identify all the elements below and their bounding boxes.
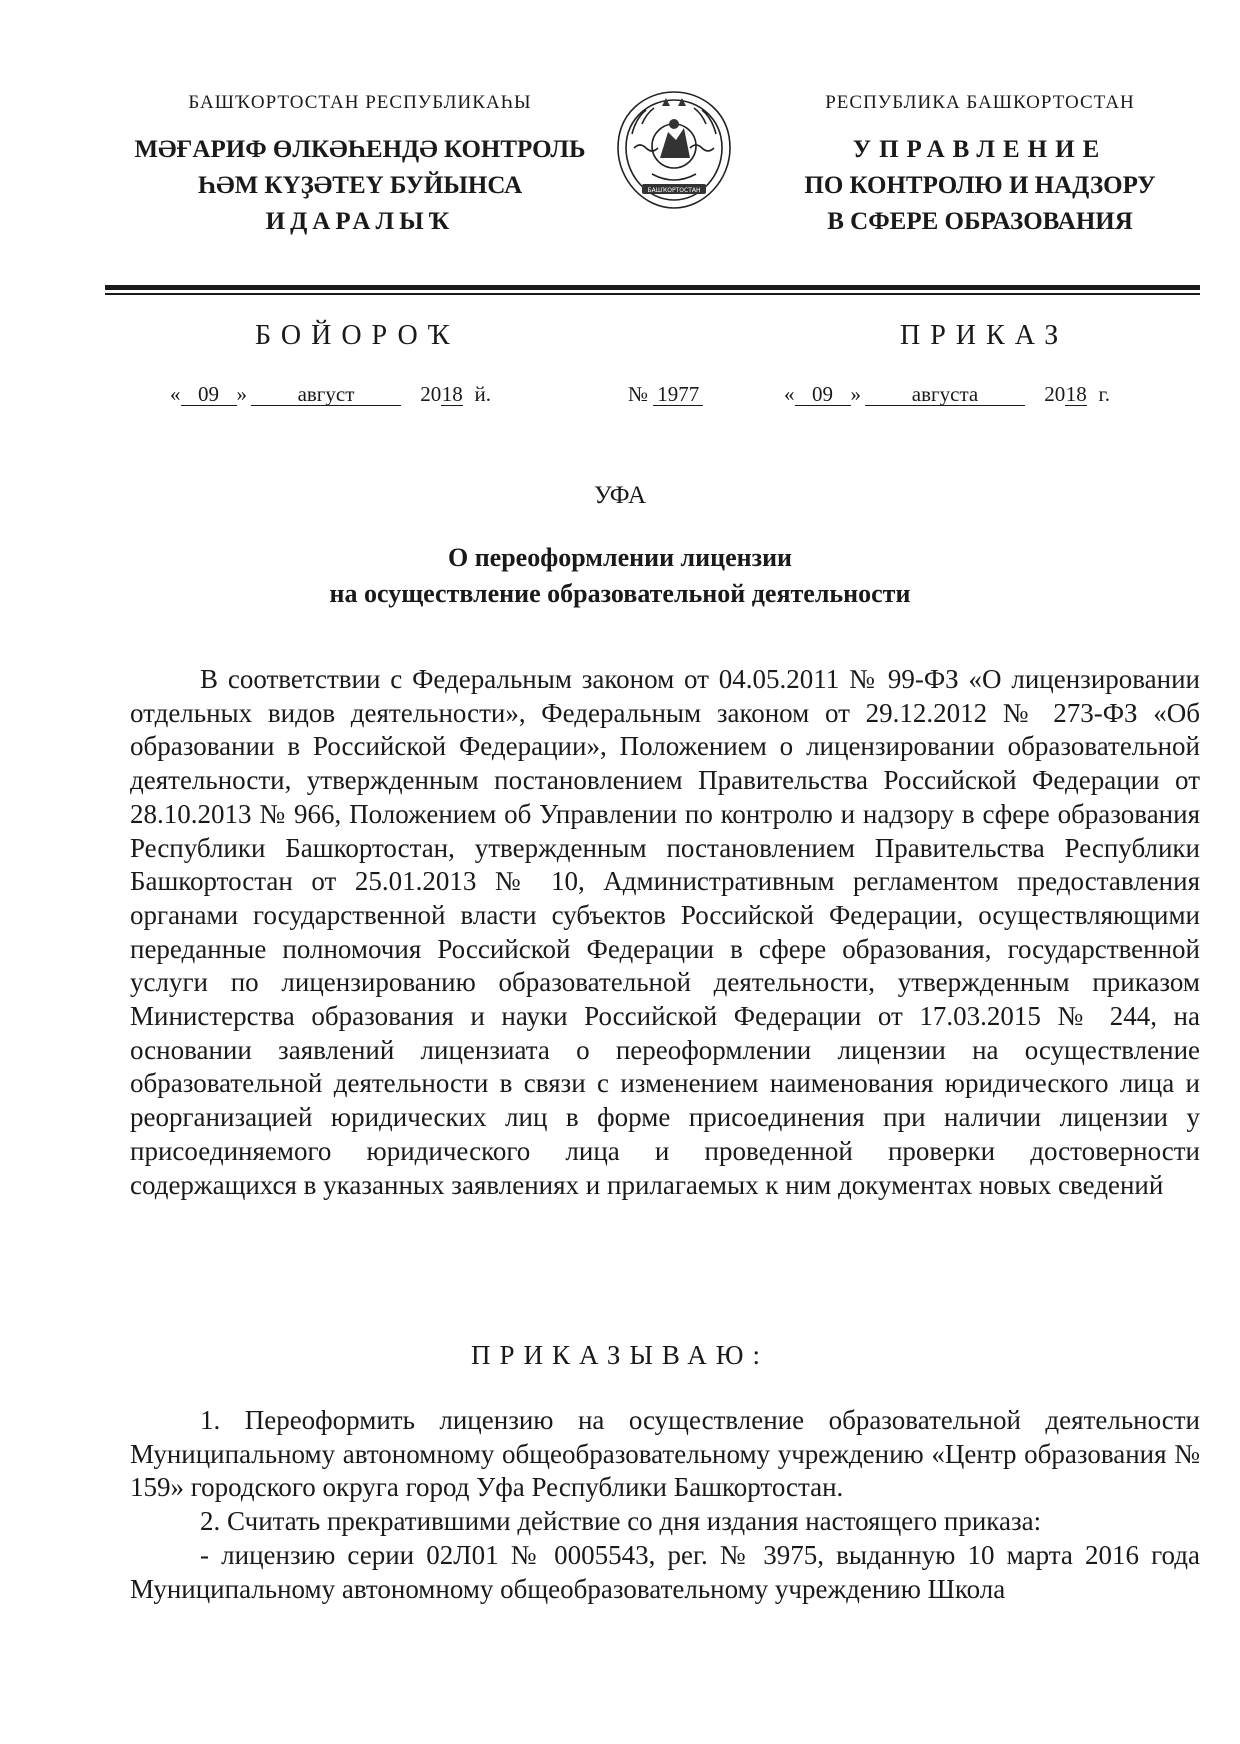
header-divider-thin — [105, 293, 1200, 295]
header-org-ru — [760, 132, 1200, 240]
order-title-ru: ПРИКАЗ — [900, 320, 1069, 351]
order-number-value: 1977 — [653, 383, 703, 406]
header-republic-ru: РЕСПУБЛИКА БАШКОРТОСТАН — [825, 92, 1135, 113]
emblem-ribbon-text: БАШҠОРТОСТАН — [647, 187, 701, 194]
header-republic-ba: БАШҠОРТОСТАН РЕСПУБЛИКАҺЫ — [188, 92, 532, 113]
date-line-ba: « 09 » август 2018 й. — [170, 382, 491, 406]
document-title — [0, 540, 1240, 612]
date-ba-day: 09 — [181, 383, 237, 406]
order-items — [130, 1404, 1200, 1606]
order-item-2-sub-1: - лицензию серии 02Л01 № 0005543, рег. № 3975, выданную 10 марта 2016 года Муниципальному автономному общеобразовательному учреждению Школа — [130, 1539, 1200, 1604]
header-org-ba-line1: МӘҒАРИФ ӨЛКӘҺЕНДӘ КОНТРОЛЬ — [134, 136, 586, 163]
document-title-line2: на осуществление образовательной деятельности — [329, 579, 911, 608]
city-name: УФА — [593, 482, 647, 509]
order-number: № 1977 — [628, 382, 703, 407]
header-org-ru-line3: В СФЕРЕ ОБРАЗОВАНИЯ — [827, 208, 1133, 235]
date-ru-year: 18 — [1065, 382, 1087, 406]
order-item-1: 1. Переоформить лицензию на осуществление образовательной деятельности Муниципальному автономному общеобразовательному учреждению «Центр образования № 159» городского округа город Уфа Республики Башкортостан. — [130, 1405, 1200, 1503]
date-ba-month: август — [251, 383, 401, 406]
preamble-text: В соответствии с Федеральным законом от 04.05.2011 № 99-ФЗ «О лицензировании отдельных видов деятельности», Федеральным законом от 29.12.2012 № 273-ФЗ «Об образовании в Российской Федерации», Положением о лицензировании образовательной деятельности, утвержденным постановлением Правительства Российской Федерации от 28.10.2013 № 966, Положением об Управлении по контролю и надзору в сфере образования Республики Башкортостан, утвержденным постановлением Правительства Республики Башкортостан от 25.01.2013 № 10, Административным регламентом предоставления органами государственной власти субъектов Российской Федерации, осуществляющими переданные полномочия Российской Федерации в сфере образования, государственной услуги по лицензированию образовательной деятельности, утвержденным приказом Министерства образования и науки Российской Федерации от 17.03.2015 № 244, на основании заявлений лицензиата о переоформлении лицензии на осуществление образовательной деятельности в связи с изменением наименования юридического лица и реорганизацией юридических лиц в форме присоединения при наличии лицензии у присоединяемого юридического лица и проведенной проверки достоверности содержащихся в указанных заявлениях и прилагаемых к ним документах новых сведений — [130, 664, 1200, 1200]
preamble — [130, 663, 1200, 1202]
order-title-ba: БОЙОРОҠ — [255, 320, 460, 351]
header-org-ba-line3: ИДАРАЛЫҠ — [265, 208, 455, 235]
header-divider-thick — [105, 285, 1200, 290]
order-word-text: ПРИКАЗЫВАЮ: — [471, 1340, 769, 1370]
document-title-line1: О переоформлении лицензии — [447, 543, 793, 572]
date-ba-year: 18 — [441, 382, 463, 406]
order-item-2: 2. Считать прекратившими действие со дня издания настоящего приказа: — [200, 1506, 1042, 1537]
header-org-ru-line1: УПРАВЛЕНИЕ — [852, 136, 1108, 163]
order-word — [0, 1340, 1240, 1371]
date-ru-month: августа — [865, 383, 1025, 406]
date-ru-day: 09 — [795, 383, 851, 406]
header-org-ru-line2: ПО КОНТРОЛЮ И НАДЗОРУ — [804, 172, 1156, 199]
header-org-ba-line2: ҺӘМ КҮҘӘТЕҮ БУЙЫНСА — [197, 172, 523, 199]
date-line-ru: « 09 » августа 2018 г. — [784, 382, 1110, 406]
header-org-ba — [100, 132, 620, 240]
coat-of-arms-emblem — [612, 88, 736, 214]
